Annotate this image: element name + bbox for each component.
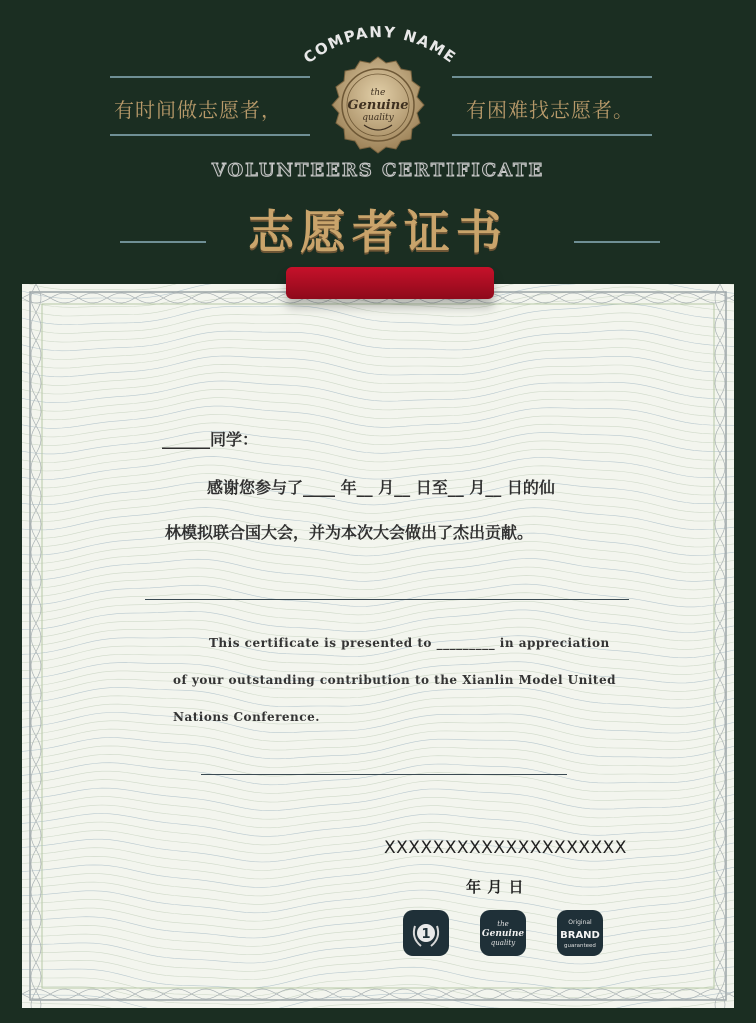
english-text-line-2: of your outstanding contribution to the Xianlin Model United (173, 673, 616, 687)
title-chinese: 志愿者证书 (248, 205, 508, 259)
genuine-quality-seal-icon (328, 55, 428, 155)
badge-text: the (497, 920, 509, 928)
badge-text: Genuine (481, 929, 525, 939)
chinese-text-line-1: 感谢您参与了____ 年__ 月__ 日至__ 月__ 日的仙 (207, 478, 555, 497)
badge-text: Original (568, 919, 592, 926)
recipient-line: ______同学： (162, 430, 259, 449)
issuer-name: XXXXXXXXXXXXXXXXXXXX (384, 838, 627, 858)
badge-text: guaranteed (564, 943, 596, 949)
badge-number: 1 (421, 927, 431, 942)
genuine-quality-badge-icon (480, 910, 526, 956)
number-one-badge-icon (403, 910, 449, 956)
seal-text: Genuine (347, 98, 409, 113)
red-ribbon (286, 267, 494, 299)
english-text-line-1: This certificate is presented to _________ in appreciation (209, 636, 610, 650)
certificate-header (0, 0, 756, 290)
seal-text: quality (362, 113, 394, 123)
company-name: COMPANY NAME (300, 22, 460, 67)
divider-rule (201, 774, 567, 775)
header-rule (452, 134, 652, 136)
header-rule (452, 76, 652, 78)
title-english: VOLUNTEERS CERTIFICATE (211, 160, 545, 181)
divider-rule (145, 599, 629, 600)
header-rule (110, 76, 310, 78)
badge-text: quality (490, 939, 516, 947)
badge-text: BRAND (560, 930, 600, 941)
chinese-text-line-2: 林模拟联合国大会，并为本次大会做出了杰出贡献。 (165, 523, 534, 542)
slogan-left: 有时间做志愿者， (114, 98, 282, 122)
slogan-right: 有困难找志愿者。 (466, 98, 634, 122)
issue-date: 年 月 日 (466, 878, 524, 896)
seal-text: the (370, 88, 386, 98)
original-brand-badge-icon (557, 910, 603, 956)
certificate-paper (22, 284, 734, 1008)
certificate-content (22, 284, 734, 1008)
header-rule (110, 134, 310, 136)
english-text-line-3: Nations Conference. (173, 710, 320, 724)
